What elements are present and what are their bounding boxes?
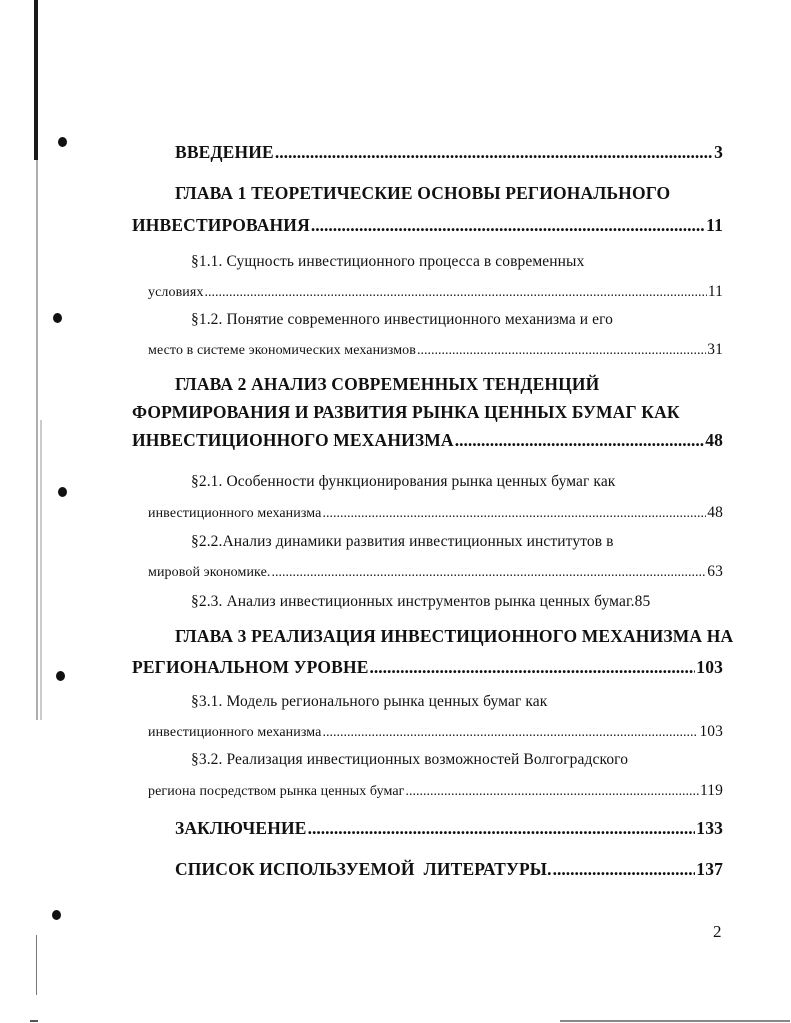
toc-entry-title-cont: ИНВЕСТИЦИОННОГО МЕХАНИЗМА xyxy=(132,430,454,450)
toc-entry-section-2-2[interactable] xyxy=(148,533,723,581)
toc-page-number: 63 xyxy=(707,563,723,580)
toc-entry-section-3-1[interactable] xyxy=(148,693,723,741)
toc-page-number: 85 xyxy=(634,593,651,610)
toc-entry-title: §2.1. Особенности функционирования рынка ценных бумаг как xyxy=(191,473,616,490)
toc-page-number: 11 xyxy=(706,215,723,235)
toc-page-number: 133 xyxy=(696,818,723,838)
toc-entry-title-cont: региона посредством рынка ценных бумаг xyxy=(148,784,405,799)
toc-page-number: 48 xyxy=(707,504,723,521)
dot-leader xyxy=(205,285,707,301)
toc-entry-title-cont: ФОРМИРОВАНИЯ И РАЗВИТИЯ РЫНКА ЦЕННЫХ БУМАГ КАК xyxy=(132,402,680,422)
toc-entry-title: ГЛАВА 3 РЕАЛИЗАЦИЯ ИНВЕСТИЦИОННОГО МЕХАНИЗМА НА xyxy=(175,626,734,646)
toc-entry-title: §1.2. Понятие современного инвестиционного механизма и его xyxy=(191,311,614,328)
toc-entry-section-1-1[interactable] xyxy=(148,253,723,301)
toc-page-number: 48 xyxy=(705,430,723,450)
toc-page-number: 31 xyxy=(707,341,723,358)
toc-entry-chapter-3[interactable] xyxy=(132,626,734,678)
toc-entry-references[interactable] xyxy=(175,859,723,880)
toc-entry-title: §3.2. Реализация инвестиционных возможностей Волгоградского xyxy=(191,751,629,768)
toc-entry-title-cont: место в системе экономических механизмов xyxy=(148,343,416,358)
toc-entry-title-cont: условиях xyxy=(148,285,204,300)
dot-leader xyxy=(455,430,705,451)
toc-entry-title: §1.1. Сущность инвестиционного процесса в современных xyxy=(191,253,585,270)
dot-leader xyxy=(553,859,696,880)
dot-leader xyxy=(311,215,705,236)
dot-leader xyxy=(417,343,706,359)
toc-page-number: 3 xyxy=(714,142,723,162)
dot-leader xyxy=(322,506,706,522)
dot-leader xyxy=(308,818,696,839)
toc-entry-title-cont: ИНВЕСТИРОВАНИЯ xyxy=(132,215,310,235)
toc-entry-title: §3.1. Модель регионального рынка ценных бумаг как xyxy=(191,693,548,710)
toc-entry-title: ГЛАВА 1 ТЕОРЕТИЧЕСКИЕ ОСНОВЫ РЕГИОНАЛЬНОГО xyxy=(175,183,671,203)
toc-entry-section-3-2[interactable] xyxy=(148,751,723,800)
toc-entry-title: §2.3. Анализ инвестиционных инструментов рынка ценных бумаг. xyxy=(191,593,635,610)
toc-entry-section-2-3[interactable] xyxy=(191,593,723,611)
toc-entry-title: ВВЕДЕНИЕ xyxy=(175,142,274,162)
dot-leader xyxy=(272,565,707,581)
toc-entry-chapter-2[interactable] xyxy=(132,374,723,451)
toc-page-number: 137 xyxy=(696,859,723,879)
toc-entry-title-cont: РЕГИОНАЛЬНОМ УРОВНЕ xyxy=(132,657,369,677)
page-number: 2 xyxy=(713,922,722,941)
toc-entry-title: ГЛАВА 2 АНАЛИЗ СОВРЕМЕННЫХ ТЕНДЕНЦИЙ xyxy=(175,374,600,394)
toc-entry-chapter-1[interactable] xyxy=(132,183,723,236)
toc-page-number: 11 xyxy=(707,283,723,300)
toc-entry-section-1-2[interactable] xyxy=(148,311,723,359)
dot-leader xyxy=(370,657,696,678)
toc-page-number: 103 xyxy=(699,723,723,740)
toc-entry-title-cont: инвестиционного механизма xyxy=(148,506,322,521)
dot-leader xyxy=(406,784,699,800)
toc-entry-title-cont: мировой экономике. xyxy=(148,565,271,580)
toc-page-number: 103 xyxy=(696,657,723,677)
toc-entry-section-2-1[interactable] xyxy=(148,473,723,522)
toc-entry-title: §2.2.Анализ динамики развития инвестиционных институтов в xyxy=(191,533,614,550)
toc-entry-title: ЗАКЛЮЧЕНИЕ xyxy=(175,818,307,838)
dot-leader xyxy=(275,142,713,163)
toc-entry-title-cont: инвестиционного механизма xyxy=(148,725,322,740)
toc-entry-title: СПИСОК ИСПОЛЬЗУЕМОЙ ЛИТЕРАТУРЫ. xyxy=(175,859,552,879)
dot-leader xyxy=(322,725,698,741)
toc-entry-intro[interactable] xyxy=(175,142,723,163)
toc-entry-conclusion[interactable] xyxy=(175,818,723,839)
toc-page-number: 119 xyxy=(700,782,723,799)
